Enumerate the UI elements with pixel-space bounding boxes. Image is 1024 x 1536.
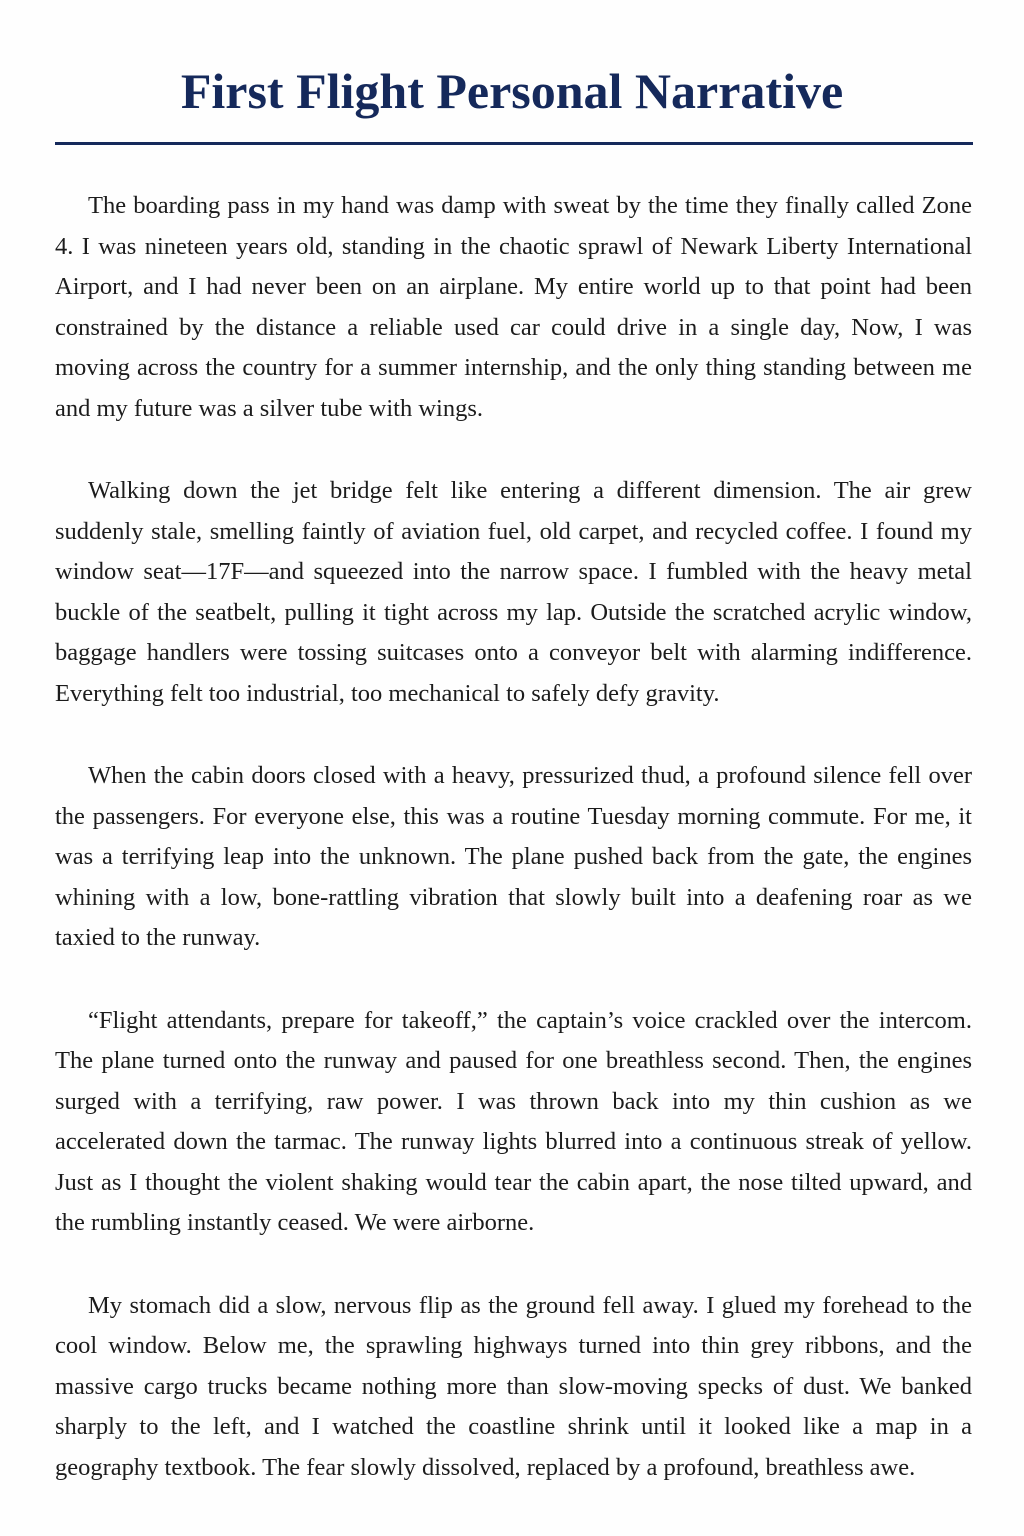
document-title: First Flight Personal Narrative [180, 63, 844, 119]
narrative-body [55, 186, 972, 1530]
paragraph-5: My stomach did a slow, nervous flip as the ground fell away. I glued my forehead to the cool window. Below me, the sprawling highways turned into thin grey ribbons, and the massive cargo trucks became nothing more than slow-moving specks of dust. We banked sharply to the left, and I watched the coastline shrink until it looked like a map in a geography textbook. The fear slowly dissolved, replaced by a profound, breathless awe. [55, 1291, 972, 1481]
title-divider [55, 142, 973, 145]
paragraph-4: “Flight attendants, prepare for takeoff,” the captain’s voice crackled over the intercom. The plane turned onto the runway and paused for one breathless second. Then, the engines surged with a terrifying, raw power. I was thrown back into my thin cushion as we accelerated down the tarmac. The runway lights blurred into a continuous streak of yellow. Just as I thought the violent shaking would tear the cabin apart, the nose tilted upward, and the rumbling instantly ceased. We were airborne. [55, 1006, 972, 1236]
paragraph-2: Walking down the jet bridge felt like entering a different dimension. The air grew suddenly stale, smelling faintly of aviation fuel, old carpet, and recycled coffee. I found my window seat—17F—and squeezed into the narrow space. I fumbled with the heavy metal buckle of the seatbelt, pulling it tight across my lap. Outside the scratched acrylic window, baggage handlers were tossing suitcases onto a conveyor belt with alarming indifference. Everything felt too industrial, too mechanical to safely defy gravity. [55, 477, 972, 707]
paragraph-1: The boarding pass in my hand was damp with sweat by the time they finally called Zone 4. I was nineteen years old, standing in the chaotic sprawl of Newark Liberty International Airport, and I had never been on an airplane. My entire world up to that point had been constrained by the distance a reliable used car could drive in a single day, Now, I was moving across the country for a summer internship, and the only thing standing between me and my future was a silver tube with wings. [55, 192, 972, 422]
paragraph-3: When the cabin doors closed with a heavy, pressurized thud, a profound silence fell over the passengers. For everyone else, this was a routine Tuesday morning commute. For me, it was a terrifying leap into the unknown. The plane pushed back from the gate, the engines whining with a low, bone-rattling vibration that slowly built into a deafening roar as we taxied to the runway. [55, 762, 972, 951]
